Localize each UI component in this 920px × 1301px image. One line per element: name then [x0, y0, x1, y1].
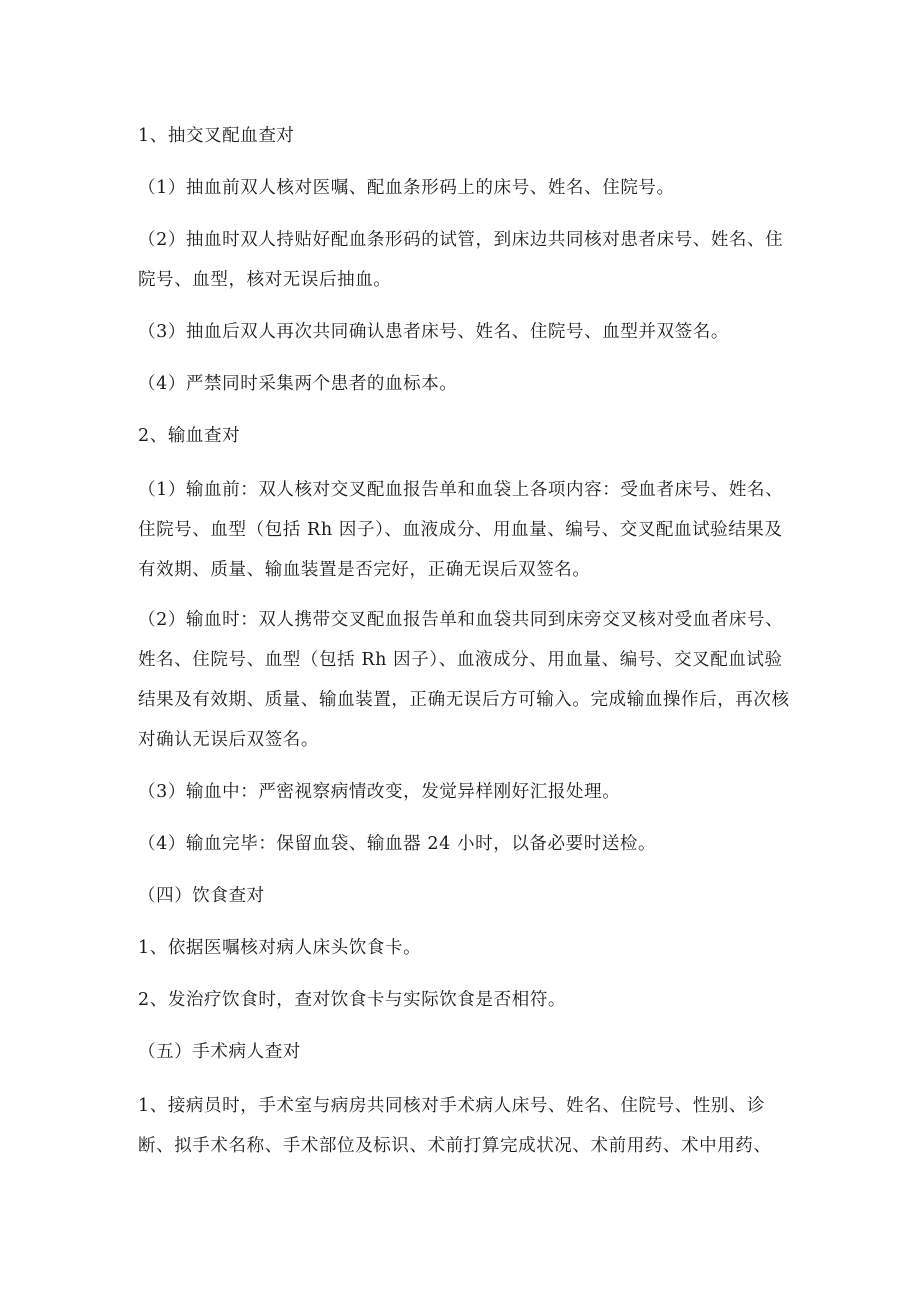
section-heading-transfusion: 2、输血查对	[138, 426, 241, 446]
paragraph: （1）抽血前双人核对医嘱、配血条形码上的床号、姓名、住院号。	[138, 178, 675, 198]
section-heading-crossmatch: 1、抽交叉配血查对	[138, 126, 295, 146]
paragraph: 1、依据医嘱核对病人床头饮食卡。	[138, 938, 422, 958]
paragraph: 2、发治疗饮食时，查对饮食卡与实际饮食是否相符。	[138, 990, 567, 1010]
paragraph: 1、接病员时，手术室与病房共同核对手术病人床号、姓名、住院号、性别、诊断、拟手术名称、手术部位及标识、术前打算完成状况、术前用药、术中用药、	[138, 1096, 772, 1156]
paragraph: （2）输血时：双人携带交叉配血报告单和血袋共同到床旁交叉核对受血者床号、姓名、住院号、血型（包括 Rh 因子）、血液成分、用血量、编号、交叉配血试验结果及有效期、质量、输血装置，正确无误后方可输入。完成输血操作后，再次核对确认无误后双签名。	[138, 610, 790, 750]
paragraph: （2）抽血时双人持贴好配血条形码的试管，到床边共同核对患者床号、姓名、住院号、血型，核对无误后抽血。	[138, 230, 784, 290]
paragraph: （1）输血前：双人核对交叉配血报告单和血袋上各项内容：受血者床号、姓名、住院号、血型（包括 Rh 因子）、血液成分、用血量、编号、交叉配血试验结果及有效期、质量、输血装置是否完好，正确无误后双签名。	[138, 480, 784, 580]
paragraph: （3）抽血后双人再次共同确认患者床号、姓名、住院号、血型并双签名。	[138, 322, 729, 342]
paragraph: （4）严禁同时采集两个患者的血标本。	[138, 374, 458, 394]
paragraph: （4）输血完毕：保留血袋、输血器 24 小时，以备必要时送检。	[138, 834, 657, 854]
section-heading-diet: （四）饮食查对	[138, 886, 265, 906]
section-heading-surgery: （五）手术病人查对	[138, 1042, 301, 1062]
paragraph: （3）输血中：严密视察病情改变，发觉异样刚好汇报处理。	[138, 782, 621, 802]
